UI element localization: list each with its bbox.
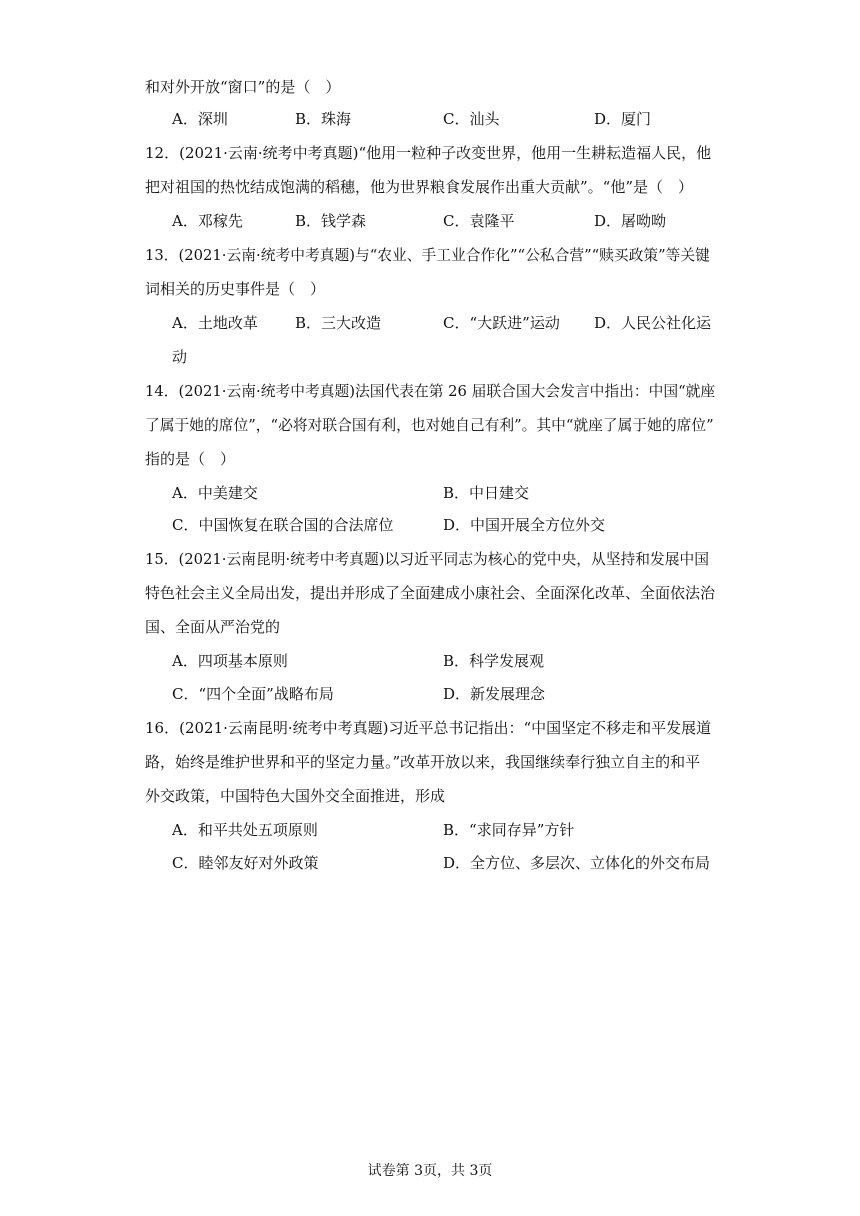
- question-12-option-c: C．袁隆平: [443, 212, 515, 230]
- question-14-option-b: B．中日建交: [443, 484, 530, 502]
- question-16-option-d: D．全方位、多层次、立体化的外交布局: [443, 854, 711, 872]
- page-footer: 试卷第 3页，共 3页: [367, 1163, 493, 1179]
- question-11-option-c: C．汕头: [443, 110, 500, 128]
- question-13-option-c: C．“大跃进”运动: [443, 314, 560, 332]
- question-14-stem-line: 了属于她的席位”，“必将对联合国有利，也对她自己有利”。其中“就座了属于她的席位”: [145, 417, 714, 434]
- question-12-option-a: A．邓稼先: [172, 212, 243, 230]
- question-13-option-a: A．土地改革: [172, 314, 258, 332]
- question-15-stem-line: 特色社会主义全局出发，提出并形成了全面建成小康社会、全面深化改革、全面依法治: [145, 584, 716, 602]
- question-14-option-c: C．中国恢复在联合国的合法席位: [172, 516, 394, 534]
- question-16-stem-line: 16．(2021·云南昆明·统考中考真题)习近平总书记指出：“中国坚定不移走和平发展道: [145, 719, 712, 737]
- question-13-option-d-wrap: 动: [172, 348, 188, 366]
- question-14-stem-line: 指的是（ ）: [145, 450, 236, 468]
- question-12-option-d: D．屠呦呦: [594, 212, 667, 230]
- question-15-option-b: B．科学发展观: [443, 652, 545, 670]
- question-12-stem-line: 12．(2021·云南·统考中考真题)“他用一粒种子改变世界，他用一生耕耘造福人民，他: [145, 144, 712, 162]
- question-13-stem-line: 13．(2021·云南·统考中考真题)与“农业、手工业合作化”“公私合营”“赎买政策”等关键: [145, 247, 710, 264]
- question-15-option-d: D．新发展理念: [443, 685, 546, 703]
- question-15-option-c: C．“四个全面”战略布局: [172, 685, 334, 703]
- question-14-option-d: D．中国开展全方位外交: [443, 516, 606, 534]
- question-12-stem-line: 把对祖国的热忱结成饱满的稻穗，他为世界粮食发展作出重大贡献”。“他”是（ ）: [145, 178, 694, 196]
- question-13-stem-line: 词相关的历史事件是（ ）: [145, 280, 326, 298]
- question-13-option-b: B．三大改造: [295, 314, 382, 332]
- question-15-stem-line: 国、全面从严治党的: [145, 618, 281, 636]
- question-11-option-a: A．深圳: [172, 110, 228, 128]
- question-16-stem-line: 路，始终是维护世界和平的坚定力量。”改革开放以来，我国继续奉行独立自主的和平: [145, 753, 701, 771]
- question-14-stem-line: 14．(2021·云南·统考中考真题)法国代表在第 26 届联合国大会发言中指出：中国“就座: [145, 383, 716, 400]
- question-14-option-a: A．中美建交: [172, 484, 258, 502]
- question-12-option-b: B．钱学森: [295, 212, 367, 230]
- question-15-stem-line: 15．(2021·云南昆明·统考中考真题)以习近平同志为核心的党中央，从坚持和发展中国: [145, 551, 709, 568]
- question-16-stem-line: 外交政策，中国特色大国外交全面推进，形成: [145, 787, 446, 805]
- question-11-option-b: B．珠海: [295, 110, 352, 128]
- question-15-option-a: A．四项基本原则: [172, 652, 288, 670]
- question-16-option-a: A．和平共处五项原则: [172, 821, 318, 839]
- question-11-stem-line: 和对外开放“窗口”的是（ ）: [145, 78, 341, 96]
- question-11-option-d: D．厦门: [594, 110, 652, 128]
- question-13-option-d: D．人民公社化运: [594, 314, 712, 332]
- question-16-option-b: B．“求同存异”方针: [443, 821, 575, 839]
- question-16-option-c: C．睦邻友好对外政策: [172, 854, 319, 872]
